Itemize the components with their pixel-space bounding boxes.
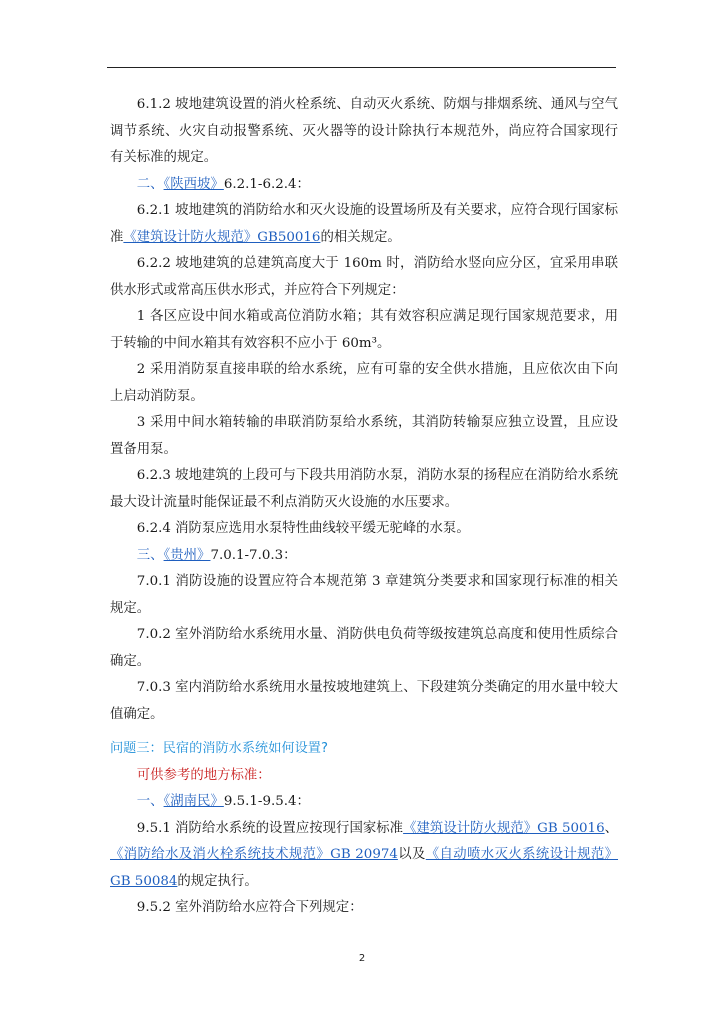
clause-6-2-2-item-2: 2 采用消防泵直接串联的给水系统，应有可靠的安全供水措施，且应依次由下向上启动消防泵。 [110, 362, 618, 404]
clause-6-2-2-item-3: 3 采用中间水箱转输的串联消防泵给水系统，其消防转输泵应独立设置，且应设置备用泵。 [110, 415, 618, 457]
clause-6-2-3: 6.2.3 坡地建筑的上段可与下段共用消防水泵，消防水泵的扬程应在消防给水系统最大设计流量时能保证最不利点消防灭火设施的水压要求。 [110, 468, 618, 510]
heading-range: 9.5.1-9.5.4： [223, 794, 310, 809]
question-3-heading: 问题三：民宿的消防水系统如何设置? [110, 741, 328, 756]
gb50016-link[interactable]: 《建筑设计防火规范》GB50016 [123, 229, 321, 245]
shaanxi-standard-link[interactable]: 《陕西坡》 [163, 176, 224, 192]
clause-6-2-2-item-1: 1 各区应设中间水箱或高位消防水箱；其有效容积应满足现行国家规范要求，用于转输的中间水箱其有效容积不应小于 60m³。 [110, 309, 618, 351]
heading-prefix: 三、 [136, 547, 164, 563]
clause-text: 6.2.1 坡地建筑的消防给水和灭火设施的设置场所及有关要求，应符合现行国家标准 [110, 203, 618, 245]
section-heading-guizhou [110, 543, 618, 570]
heading-prefix: 二、 [136, 176, 164, 192]
page-number: 2 [358, 953, 366, 964]
clause-text: 9.5.1 消防给水系统的设置应按现行国家标准 [136, 820, 404, 836]
section-heading-hunan [110, 789, 618, 816]
heading-range: 6.2.1-6.2.4： [223, 176, 310, 192]
header-rule [107, 67, 616, 68]
clause-text: 的规定执行。 [177, 873, 258, 889]
gb50016-link[interactable]: 《建筑设计防火规范》GB 50016 [403, 820, 605, 836]
heading-prefix: 一、 [136, 794, 164, 809]
clause-7-0-3: 7.0.3 室内消防给水系统用水量按坡地建筑上、下段建筑分类确定的用水量中较大值确定。 [110, 680, 618, 722]
clause-6-2-2: 6.2.2 坡地建筑的总建筑高度大于 160m 时，消防给水竖向应分区，宜采用串联供水形式或常高压供水形式，并应符合下列规定： [110, 256, 618, 298]
separator: 、 [604, 820, 619, 836]
clause-7-0-2: 7.0.2 室外消防给水系统用水量、消防供电负荷等级按建筑总高度和使用性质综合确定。 [110, 627, 618, 669]
hunan-standard-link[interactable]: 《湖南民》 [163, 794, 224, 809]
guizhou-standard-link[interactable]: 《贵州》 [163, 547, 211, 563]
clause-9-5-2: 9.5.2 室外消防给水应符合下列规定： [136, 900, 363, 915]
clause-7-0-1: 7.0.1 消防设施的设置应符合本规范第 3 章建筑分类要求和国家现行标准的相关规定。 [110, 574, 618, 616]
clause-text: 的相关规定。 [320, 229, 401, 245]
clause-6-2-4: 6.2.4 消防泵应选用水泵特性曲线较平缓无驼峰的水泵。 [136, 521, 470, 536]
clause-6-1-2: 6.1.2 坡地建筑设置的消火栓系统、自动灭火系统、防烟与排烟系统、通风与空气调节系统、火灾自动报警系统、灭火器等的设计除执行本规范外，尚应符合国家现行有关标准的规定。 [110, 97, 618, 165]
reference-standards-label: 可供参考的地方标准： [136, 767, 271, 783]
section-heading-shaanxi [110, 172, 618, 199]
gb50084-link[interactable]: 《自动喷水灭火系统设计规范》GB 50084 [110, 847, 619, 889]
document-body [110, 92, 618, 922]
heading-range: 7.0.1-7.0.3： [210, 547, 297, 563]
clause-9-5-1 [110, 816, 618, 896]
clause-6-2-1 [110, 198, 618, 251]
clause-text: 以及 [397, 847, 426, 862]
gb20974-link[interactable]: 《消防给水及消火栓系统技术规范》GB 20974 [110, 847, 398, 862]
